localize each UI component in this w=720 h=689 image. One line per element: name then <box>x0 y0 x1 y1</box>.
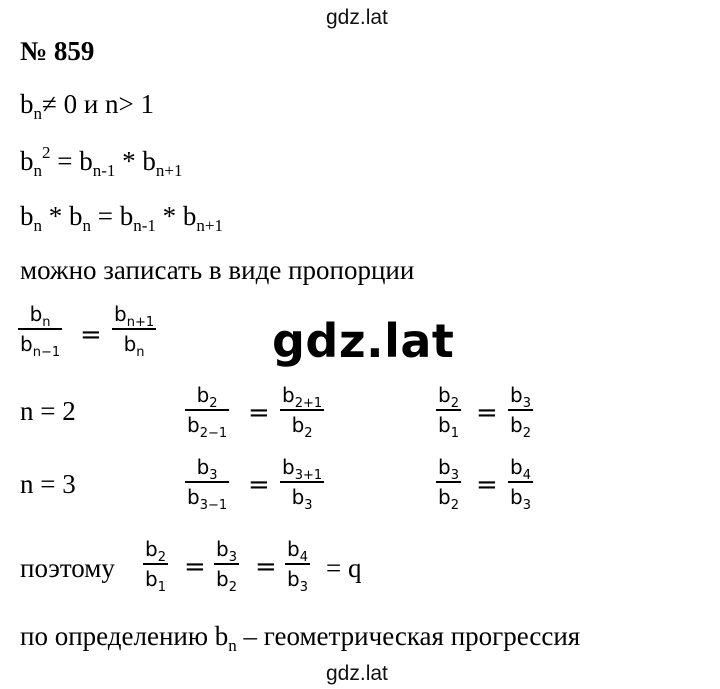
case-n3-label: n = 3 <box>20 469 76 499</box>
case-n3-fraction-1: $b_3$ $b_{3-1}$ <box>187 455 228 513</box>
proportion-text: можно записать в виде пропорции <box>20 255 415 285</box>
conclusion: по определению $b_n$ – геометрическая прогрессия <box>20 621 581 655</box>
case-n3-fraction-4: $b_4$ $b_3$ <box>510 455 531 513</box>
therefore-fraction-1: $b_2$ $b_1$ <box>145 537 166 595</box>
ratio-q: = q <box>326 553 362 583</box>
watermark-top: gdz.lat <box>326 6 388 29</box>
equals-sign: = <box>184 552 206 582</box>
equals-sign: = <box>80 320 102 350</box>
case-n2-fraction-1: $b_2$ $b_{2-1}$ <box>187 383 228 441</box>
condition-line: $b_n\ne 0$ и n> 1 <box>20 89 154 123</box>
watermark-center: gdz.lat <box>272 314 455 368</box>
fraction-general-left: $b_n$ $b_{n-1}$ <box>20 302 61 360</box>
equals-sign: = <box>476 470 498 500</box>
equals-sign: = <box>248 470 270 500</box>
formula-square: $b_n^2 = b_{n-1} * b_{n+1}$ <box>20 143 183 180</box>
therefore-fraction-3: $b_4$ $b_3$ <box>287 537 308 595</box>
watermark-bottom: gdz.lat <box>326 662 388 685</box>
problem-number: № 859 <box>20 36 95 66</box>
formula-product: $b_n * b_n = b_{n-1} * b_{n+1}$ <box>20 201 223 235</box>
case-n3-fraction-3: $b_3$ $b_2$ <box>438 455 459 513</box>
therefore-word: поэтому <box>20 553 115 583</box>
case-n2-fraction-4: $b_3$ $b_2$ <box>510 383 531 441</box>
case-n2-fraction-2: $b_{2+1}$ $b_2$ <box>282 383 323 441</box>
case-n2-fraction-3: $b_2$ $b_1$ <box>438 383 459 441</box>
therefore-fraction-2: $b_3$ $b_2$ <box>216 537 237 595</box>
equals-sign: = <box>248 398 270 428</box>
fraction-general-right: $b_{n+1}$ $b_n$ <box>114 302 155 360</box>
equals-sign: = <box>255 552 277 582</box>
case-n3-fraction-2: $b_{3+1}$ $b_3$ <box>282 455 323 513</box>
case-n2-label: n = 2 <box>20 396 76 426</box>
equals-sign: = <box>476 398 498 428</box>
